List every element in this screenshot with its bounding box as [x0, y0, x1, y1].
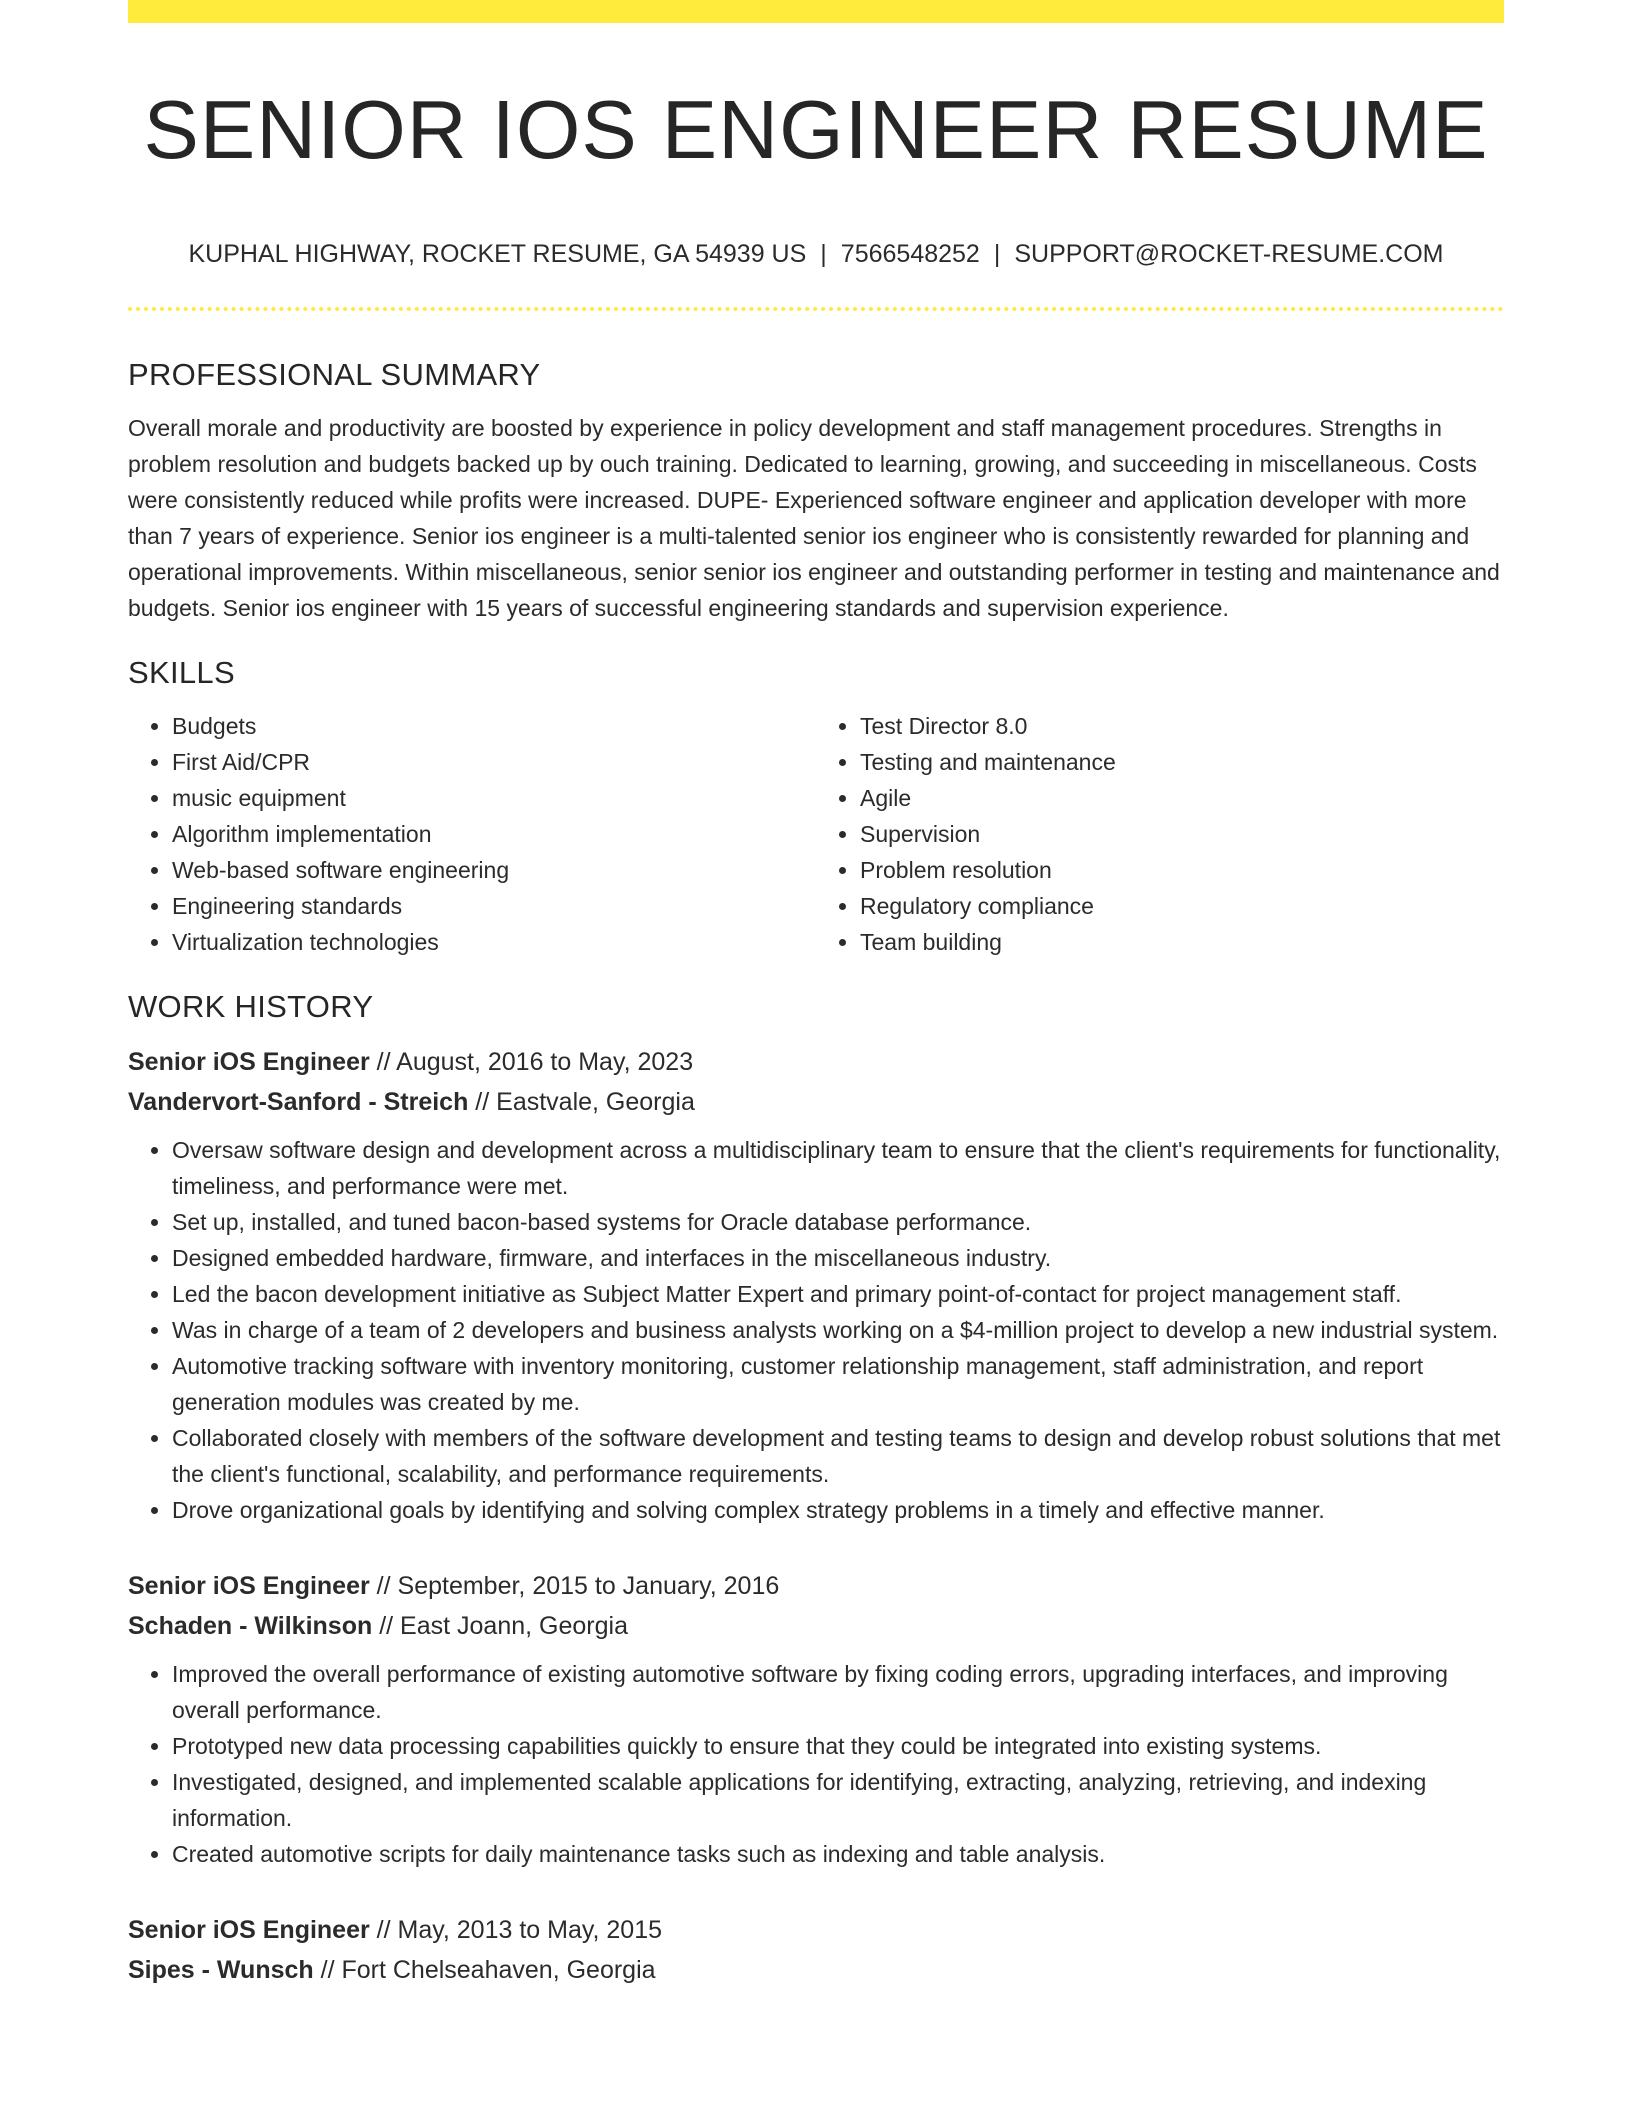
- job-bullet: • Led the bacon development initiative as Subject Matter Expert and primary point-of-contact for project management staff.: [172, 1276, 1504, 1312]
- job-company: Schaden - Wilkinson: [128, 1612, 373, 1640]
- skills-section: [128, 648, 1504, 960]
- job-bullet: • Improved the overall performance of existing automotive software by fixing coding errors, upgrading interfaces, and improving overall performance.: [172, 1656, 1504, 1728]
- work-section: [128, 982, 1504, 1990]
- job-title-line: [128, 1566, 1504, 1606]
- skill-item: • Web-based software engineering: [172, 852, 816, 888]
- skill-item: • Testing and maintenance: [860, 744, 1504, 780]
- job-bullet: • Oversaw software design and development across a multidisciplinary team to ensure that the client's requirements for functionality, timeliness, and performance were met.: [172, 1132, 1504, 1204]
- skill-item: • Supervision: [860, 816, 1504, 852]
- contact-separator: |: [820, 240, 827, 268]
- job-title: Senior iOS Engineer: [128, 1916, 370, 1944]
- skills-columns: [128, 708, 1504, 960]
- skill-item: • Engineering standards: [172, 888, 816, 924]
- job-location: // Fort Chelseahaven, Georgia: [313, 1956, 656, 1984]
- job-dates: // May, 2013 to May, 2015: [369, 1916, 663, 1944]
- contact-address: KUPHAL HIGHWAY, ROCKET RESUME, GA 54939 US: [188, 240, 807, 268]
- job-bullet: • Set up, installed, and tuned bacon-based systems for Oracle database performance.: [172, 1204, 1504, 1240]
- contact-phone: 7566548252: [840, 240, 980, 268]
- resume-content: [128, 350, 1504, 1990]
- job-company: Vandervort-Sanford - Streich: [128, 1088, 469, 1116]
- skills-list-right: [816, 708, 1504, 960]
- summary-heading: PROFESSIONAL SUMMARY: [128, 357, 541, 392]
- skills-heading: SKILLS: [128, 655, 235, 690]
- job-title: Senior iOS Engineer: [128, 1572, 370, 1600]
- job-location: // Eastvale, Georgia: [468, 1088, 695, 1116]
- contact-line: [128, 236, 1504, 272]
- skill-item: • Regulatory compliance: [860, 888, 1504, 924]
- job-title: Senior iOS Engineer: [128, 1048, 370, 1076]
- job-company-line: [128, 1606, 1504, 1646]
- accent-bar: [128, 0, 1504, 23]
- summary-text: Overall morale and productivity are boosted by experience in policy development and staff management procedures. Strengths in problem resolution and budgets backed up by ouch training. Dedicated to learning, growing, and succeeding in miscellaneous. Costs were consistently reduced while profits were increased. DUPE- Experienced software engineer and application developer with more than 7 years of experience. Senior ios engineer is a multi-talented senior ios engineer who is consistently rewarded for planning and operational improvements. Within miscellaneous, senior senior ios engineer and outstanding performer in testing and maintenance and budgets. Senior ios engineer with 15 years of successful engineering standards and supervision experience.: [128, 415, 1500, 621]
- job-company-line: [128, 1082, 1504, 1122]
- job-bullet: • Prototyped new data processing capabilities quickly to ensure that they could be integrated into existing systems.: [172, 1728, 1504, 1764]
- job-title-line: [128, 1042, 1504, 1082]
- summary-section: [128, 350, 1504, 626]
- skill-item: • Problem resolution: [860, 852, 1504, 888]
- skill-item: • music equipment: [172, 780, 816, 816]
- job-company-line: [128, 1950, 1504, 1990]
- skill-item: • Algorithm implementation: [172, 816, 816, 852]
- skill-item: • First Aid/CPR: [172, 744, 816, 780]
- job-location: // East Joann, Georgia: [372, 1612, 628, 1640]
- job-entry: [128, 1566, 1504, 1872]
- job-dates: // September, 2015 to January, 2016: [369, 1572, 780, 1600]
- skill-item: • Budgets: [172, 708, 816, 744]
- job-bullet: • Automotive tracking software with inventory monitoring, customer relationship management, staff administration, and report generation modules was created by me.: [172, 1348, 1504, 1420]
- job-entry: [128, 1910, 1504, 1990]
- job-dates: // August, 2016 to May, 2023: [369, 1048, 694, 1076]
- page-title: SENIOR IOS ENGINEER RESUME: [143, 83, 1489, 176]
- skill-item: • Test Director 8.0: [860, 708, 1504, 744]
- job-bullet: • Investigated, designed, and implemented scalable applications for identifying, extracting, analyzing, retrieving, and indexing information.: [172, 1764, 1504, 1836]
- contact-email[interactable]: SUPPORT@ROCKET-RESUME.COM: [1014, 240, 1444, 268]
- skills-list-left: [128, 708, 816, 960]
- dotted-divider: [128, 307, 1504, 311]
- skill-item: • Agile: [860, 780, 1504, 816]
- skill-item: • Virtualization technologies: [172, 924, 816, 960]
- work-heading: WORK HISTORY: [128, 989, 374, 1024]
- skill-item: • Team building: [860, 924, 1504, 960]
- job-bullet: • Drove organizational goals by identifying and solving complex strategy problems in a timely and effective manner.: [172, 1492, 1504, 1528]
- job-bullet: • Created automotive scripts for daily maintenance tasks such as indexing and table analysis.: [172, 1836, 1504, 1872]
- job-bullet: • Was in charge of a team of 2 developers and business analysts working on a $4-million project to develop a new industrial system.: [172, 1312, 1504, 1348]
- job-bullet: • Designed embedded hardware, firmware, and interfaces in the miscellaneous industry.: [172, 1240, 1504, 1276]
- contact-separator: |: [993, 240, 1001, 268]
- job-bullet: • Collaborated closely with members of the software development and testing teams to design and develop robust solutions that met the client's functional, scalability, and performance requirements.: [172, 1420, 1504, 1492]
- job-entry: [128, 1042, 1504, 1528]
- job-title-line: [128, 1910, 1504, 1950]
- job-bullets: [128, 1132, 1504, 1528]
- job-bullets: [128, 1656, 1504, 1872]
- job-company: Sipes - Wunsch: [128, 1956, 314, 1984]
